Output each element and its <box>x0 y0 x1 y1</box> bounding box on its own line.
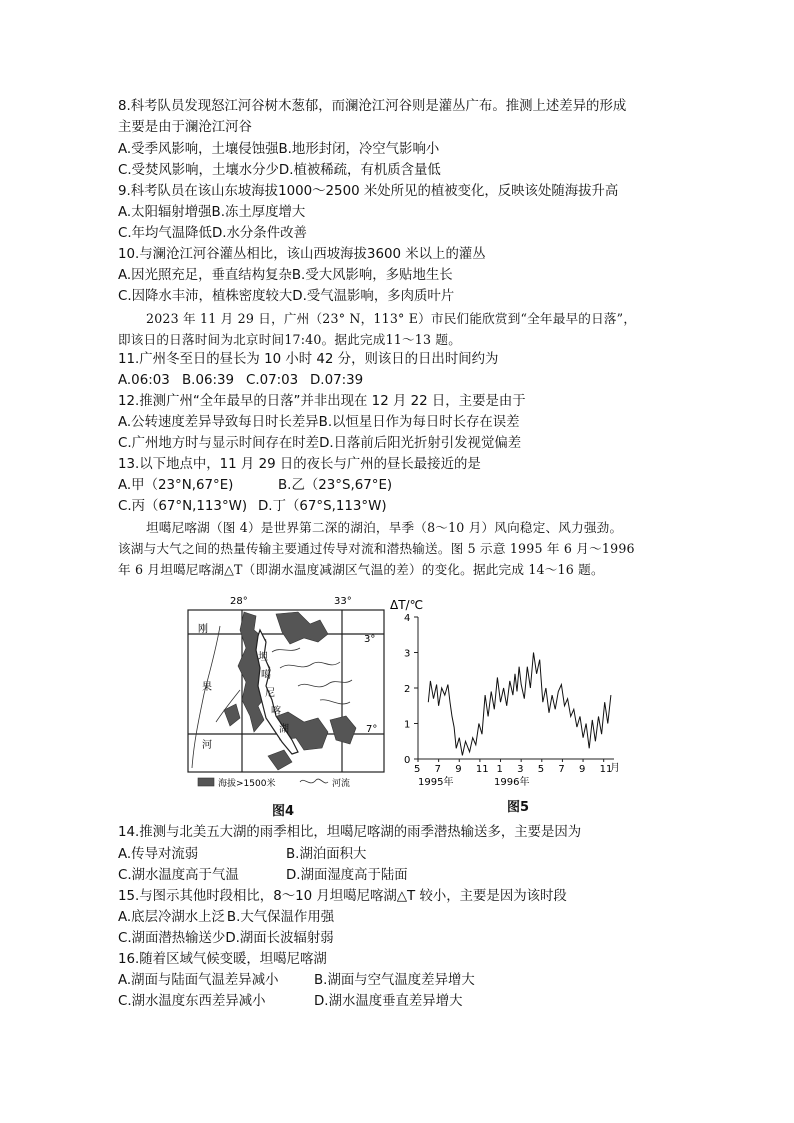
y-tick-label: 4 <box>404 613 411 624</box>
q15-option-d: D.湖面长波辐射弱 <box>225 931 334 946</box>
chart-year-1995: 1995年 <box>418 777 454 788</box>
figure4-map <box>180 590 395 800</box>
x-tick-label: 7 <box>434 764 442 775</box>
y-tick-label: 1 <box>404 719 411 731</box>
map-label-gang: 刚 <box>198 624 208 635</box>
q13-stem: 13.以下地点中，11 月 29 日的夜长与广州的昼长最接近的是 <box>118 457 481 472</box>
intro1-line1: 2023 年 11 月 29 日，广州（23° N，113° E）市民们能欣赏到“全年最早的日落”， <box>146 311 637 326</box>
chart-year-1996: 1996年 <box>494 777 530 788</box>
q14-option-b: B.湖泊面积大 <box>286 847 367 862</box>
q16-options-row2 <box>118 993 462 1011</box>
q14-options-row1 <box>118 846 366 864</box>
q9-option-c: C.年均气温降低 <box>118 226 212 241</box>
q10-option-a: A.因光照充足，垂直结构复杂 <box>118 268 292 283</box>
q12-options-row1 <box>118 414 520 432</box>
q11-stem: 11.广州冬至日的昼长为 10 小时 42 分，则该日的日出时间约为 <box>118 352 499 367</box>
x-tick-label: 9 <box>455 764 462 775</box>
q13-options-row1 <box>118 477 392 495</box>
q14-option-d: D.湖面湿度高于陆面 <box>286 868 408 883</box>
figure4-caption: 图4 <box>272 804 295 819</box>
q10-option-d: D.受气温影响，多肉质叶片 <box>292 289 455 304</box>
q15-option-a: A.底层冷湖水上泛 <box>118 910 225 925</box>
x-tick-label: 11 <box>475 764 489 775</box>
q8-option-d: D.植被稀疏，有机质含量低 <box>278 163 441 178</box>
q16-option-b: B.湖面与空气温度差异增大 <box>314 973 475 988</box>
map-legend <box>198 777 350 789</box>
map-lat-3: 3° <box>364 634 376 645</box>
intro1-line2: 即该日的日落时间为北京时间17:40。据此完成11～13 题。 <box>118 332 462 347</box>
q14-option-c: C.湖水温度高于气温 <box>118 868 239 883</box>
map-lon-33: 33° <box>334 596 352 607</box>
q11-option-d: D.07:39 <box>310 373 364 388</box>
q12-option-b: B.以恒星日作为每日时长存在误差 <box>318 415 520 430</box>
figure5-chart <box>388 595 638 795</box>
q14-stem: 14.推测与北美五大湖的雨季相比，坦噶尼喀湖的雨季潜热输送多，主要是因为 <box>118 825 582 840</box>
q16-option-d: D.湖水温度垂直差异增大 <box>314 994 463 1009</box>
q9-options-row2 <box>118 225 307 243</box>
q13-options-row2 <box>118 498 387 516</box>
q9-option-d: D.水分条件改善 <box>211 226 307 241</box>
q13-option-c: C.丙（67°N,113°W) <box>118 499 248 514</box>
q9-option-b: B.冻土厚度增大 <box>211 205 306 220</box>
q10-option-c: C.因降水丰沛，植株密度较大 <box>118 289 293 304</box>
x-tick-label: 5 <box>537 764 545 775</box>
q15-option-c: C.湖面潜热输送少 <box>118 931 226 946</box>
x-tick-label: 11 <box>599 764 613 775</box>
q16-options-row1 <box>118 972 475 990</box>
q15-options-row1 <box>118 909 334 927</box>
q13-option-d: D.丁（67°S,113°W) <box>258 499 387 514</box>
x-tick-label: 1 <box>496 764 503 775</box>
intro2-line1: 坦噶尼喀湖（图 4）是世界第二深的湖泊，旱季（8～10 月）风向稳定、风力强劲。 <box>146 520 623 535</box>
y-tick-label: 3 <box>404 648 411 660</box>
q12-option-c: C.广州地方时与显示时间存在时差 <box>118 436 320 451</box>
q14-options-row2 <box>118 867 408 885</box>
q8-options-row2 <box>118 162 441 180</box>
q8-options-row1 <box>118 141 439 159</box>
y-tick-label: 0 <box>404 755 411 766</box>
lake-char-1: 坦 <box>258 652 268 663</box>
q10-options-row2 <box>118 288 454 306</box>
map-label-he: 河 <box>202 740 212 751</box>
q12-options-row2 <box>118 435 521 453</box>
q10-option-b: B.受大风影响，多贴地生长 <box>291 268 453 283</box>
map-lat-7: 7° <box>366 724 378 735</box>
lake-char-2: 噶 <box>261 670 271 681</box>
map-lon-28: 28° <box>230 596 248 607</box>
q16-option-c: C.湖水温度东西差异减小 <box>118 994 266 1009</box>
q13-option-b: B.乙（23°S,67°E) <box>278 478 393 493</box>
q12-option-d: D.日落前后阳光折射引发视觉偏差 <box>319 436 522 451</box>
q10-stem: 10.与澜沧江河谷灌丛相比，该山西坡海拔3600 米以上的灌丛 <box>118 247 486 262</box>
q11-options <box>118 372 363 390</box>
q9-stem: 9.科考队员在该山东坡海拔1000～2500 米处所见的植被变化，反映该处随海拔升高 <box>118 184 619 199</box>
chart-series-line <box>428 653 611 756</box>
lake-char-5: 湖 <box>279 724 289 735</box>
legend-river-label: 河流 <box>332 779 351 789</box>
lake-char-3: 尼 <box>265 688 275 699</box>
q11-option-b: B.06:39 <box>182 373 235 388</box>
legend-highland-label: 海拔>1500米 <box>218 779 276 789</box>
q12-stem: 12.推测广州“全年最早的日落”并非出现在 12 月 22 日，主要是由于 <box>118 394 526 409</box>
figure5-caption: 图5 <box>507 800 530 815</box>
legend-highland-swatch <box>198 778 214 786</box>
x-tick-label: 9 <box>579 764 586 775</box>
q15-option-b: B.大气保温作用强 <box>226 910 335 925</box>
q16-stem: 16.随着区域气候变暖，坦噶尼喀湖 <box>118 952 327 967</box>
legend-river-icon <box>300 779 328 783</box>
chart-y-title: ΔT/℃ <box>390 598 424 612</box>
q11-option-c: C.07:03 <box>246 373 299 388</box>
q8-option-c: C.受焚风影响，土壤水分少 <box>118 163 279 178</box>
x-tick-label: 3 <box>517 764 524 775</box>
q14-option-a: A.传导对流弱 <box>118 847 199 862</box>
q15-stem: 15.与图示其他时段相比，8～10 月坦噶尼喀湖△T 较小，主要是因为该时段 <box>118 889 567 904</box>
q8-stem-line2: 主要是由于澜沧江河谷 <box>118 120 252 135</box>
x-tick-label: 5 <box>414 764 421 775</box>
q15-options-row2 <box>118 930 334 948</box>
intro2-line2: 该湖与大气之间的热量传输主要通过传导对流和潜热输送。图 5 示意 1995 年 6 月～1996 <box>118 541 635 556</box>
y-tick-label: 2 <box>404 684 411 695</box>
q13-option-a: A.甲（23°N,67°E) <box>118 478 234 493</box>
chart-x-unit: 月 <box>610 763 620 774</box>
q16-option-a: A.湖面与陆面气温差异减小 <box>118 973 279 988</box>
q12-option-a: A.公转速度差异导致每日时长差异 <box>118 415 319 430</box>
map-label-guo: 果 <box>202 682 212 693</box>
q8-option-a: A.受季风影响，土壤侵蚀强 <box>118 142 279 157</box>
lake-char-4: 喀 <box>271 706 281 717</box>
q9-option-a: A.太阳辐射增强 <box>118 205 212 220</box>
x-tick-label: 7 <box>558 764 565 775</box>
q10-options-row1 <box>118 267 453 285</box>
q8-option-b: B.地形封闭，冷空气影响小 <box>278 142 440 157</box>
q9-options-row1 <box>118 204 305 222</box>
intro2-line3: 年 6 月坦噶尼喀湖△T（即湖水温度减湖区气温的差）的变化。据此完成 14～16 题。 <box>118 562 604 577</box>
q8-stem-line1: 8.科考队员发现怒江河谷树木葱郁，而澜沧江河谷则是灌丛广布。推测上述差异的形成 <box>118 99 627 114</box>
q11-option-a: A.06:03 <box>118 373 170 388</box>
